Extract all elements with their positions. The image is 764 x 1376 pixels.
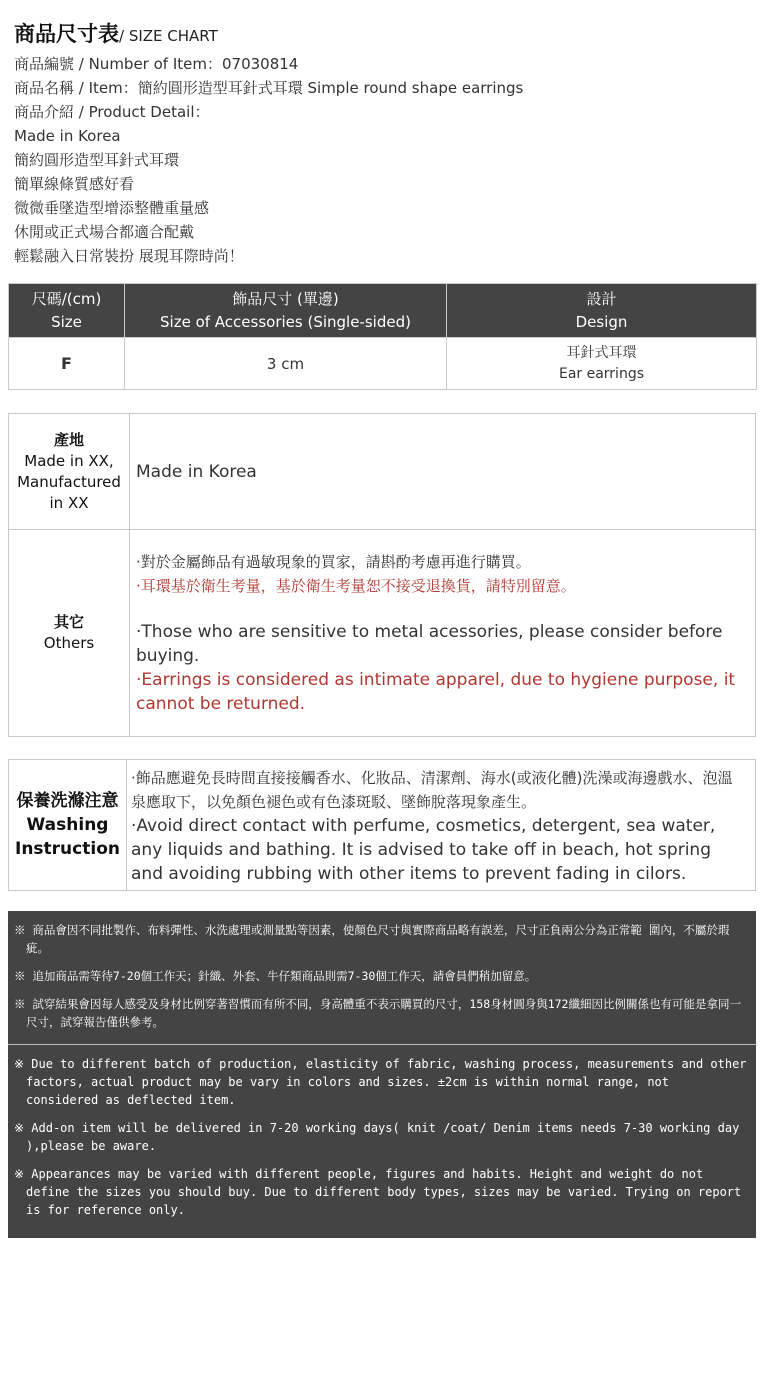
washing-table xyxy=(8,759,756,891)
note-item: ※ Due to different batch of production, elasticity of fabric, washing process, measurements and other factors, actual product may be vary in colors and sizes. ±2cm is within normal range, not considered as deflected item. xyxy=(14,1057,747,1107)
title-zh: 商品尺寸表 xyxy=(14,22,119,46)
size-chart-table xyxy=(8,283,757,390)
size-header: 尺碼/(cm) Size xyxy=(9,284,125,338)
notes-panel xyxy=(8,911,756,1238)
item-name: 商品名稱 / Item：簡約圓形造型耳針式耳環 Simple round shape earrings xyxy=(14,79,524,97)
accessory-size-cell: 3 cm xyxy=(125,338,447,390)
note-item: ※ 商品會因不同批製作、布料彈性、水洗處理或測量點等因素，使顏色尺寸與實際商品略有誤差，尺寸正負兩公分為正常範 圍內，不屬於瑕疵。 xyxy=(14,923,730,955)
note-item: ※ 試穿結果會因每人感受及身材比例穿著習慣而有所不同，身高體重不表示購買的尺寸，158身材圓身與172纖細因比例關係也有可能是拿同一尺寸，試穿報告僅供參考。 xyxy=(14,997,741,1029)
notes-en xyxy=(8,1045,756,1219)
title-en: / SIZE CHART xyxy=(119,27,218,45)
size-cell: F xyxy=(9,338,125,390)
others-label: 其它 Others xyxy=(9,530,130,737)
others-row xyxy=(9,530,756,737)
washing-instruction-en: ·Avoid direct contact with perfume, cosmetics, detergent, sea water, any liquids and bathing. It is advised to take off in beach, hot spring and avoiding rubbing with other items to prevent fading in cilors. xyxy=(131,816,716,884)
notes-zh xyxy=(8,911,756,1045)
detail-line: 休閒或正式場合都適合配戴 xyxy=(14,223,195,241)
return-note-en: ·Earrings is considered as intimate apparel, due to hygiene purpose, it cannot be returned. xyxy=(136,670,736,714)
washing-label: 保養洗滌注意 Washing Instruction xyxy=(9,760,127,891)
table-row xyxy=(9,338,757,390)
washing-instruction-zh: ·飾品應避免長時間直接接觸香水、化妝品、清潔劑、海水(或液化體)洗澡或海邊戲水、泡溫泉應取下，以免顏色褪色或有色漆斑駁、墜飾脫落現象產生。 xyxy=(131,769,733,811)
washing-row xyxy=(9,760,756,891)
design-header: 設計 Design xyxy=(447,284,757,338)
note-item: ※ Appearances may be varied with different people, figures and habits. Height and weight do not define the sizes you should buy. Due to different body types, sizes may be varied. Trying on report is for reference only. xyxy=(14,1167,742,1217)
others-value xyxy=(130,530,756,737)
page-title xyxy=(14,18,218,48)
detail-line: 簡單線條質感好看 xyxy=(14,175,135,193)
origin-value: Made in Korea xyxy=(130,414,756,530)
detail-line: 簡約圓形造型耳針式耳環 xyxy=(14,151,180,169)
origin-label: 產地 Made in XX, Manufactured in XX xyxy=(9,414,130,530)
size-chart-header-row xyxy=(9,284,757,338)
product-info xyxy=(14,52,754,268)
washing-value xyxy=(127,760,756,891)
allergy-note-zh: ·對於金屬飾品有過敏現象的買家，請斟酌考慮再進行購買。 xyxy=(136,553,531,571)
detail-line: Made in Korea xyxy=(14,127,121,145)
detail-line: 微微垂墜造型增添整體重量感 xyxy=(14,199,210,217)
design-cell: 耳針式耳環 Ear earrings xyxy=(447,338,757,390)
item-number: 商品編號 / Number of Item：07030814 xyxy=(14,55,299,73)
note-item: ※ 追加商品需等待7-20個工作天；針織、外套、牛仔類商品則需7-30個工作天，請會員們稍加留意。 xyxy=(14,969,537,983)
return-note-zh: ·耳環基於衛生考量，基於衛生考量恕不接受退換貨，請特別留意。 xyxy=(136,577,576,595)
detail-line: 輕鬆融入日常裝扮 展現耳際時尚！ xyxy=(14,247,244,265)
product-detail-label: 商品介紹 / Product Detail： xyxy=(14,103,210,121)
allergy-note-en: ·Those who are sensitive to metal acessories, please consider before buying. xyxy=(136,622,723,666)
spec-table xyxy=(8,413,756,737)
origin-row xyxy=(9,414,756,530)
note-item: ※ Add-on item will be delivered in 7-20 working days( knit /coat/ Denim items needs 7-30 working day ),please be aware. xyxy=(14,1121,740,1153)
accessory-size-header: 飾品尺寸 (單邊) Size of Accessories (Single-sided) xyxy=(125,284,447,338)
